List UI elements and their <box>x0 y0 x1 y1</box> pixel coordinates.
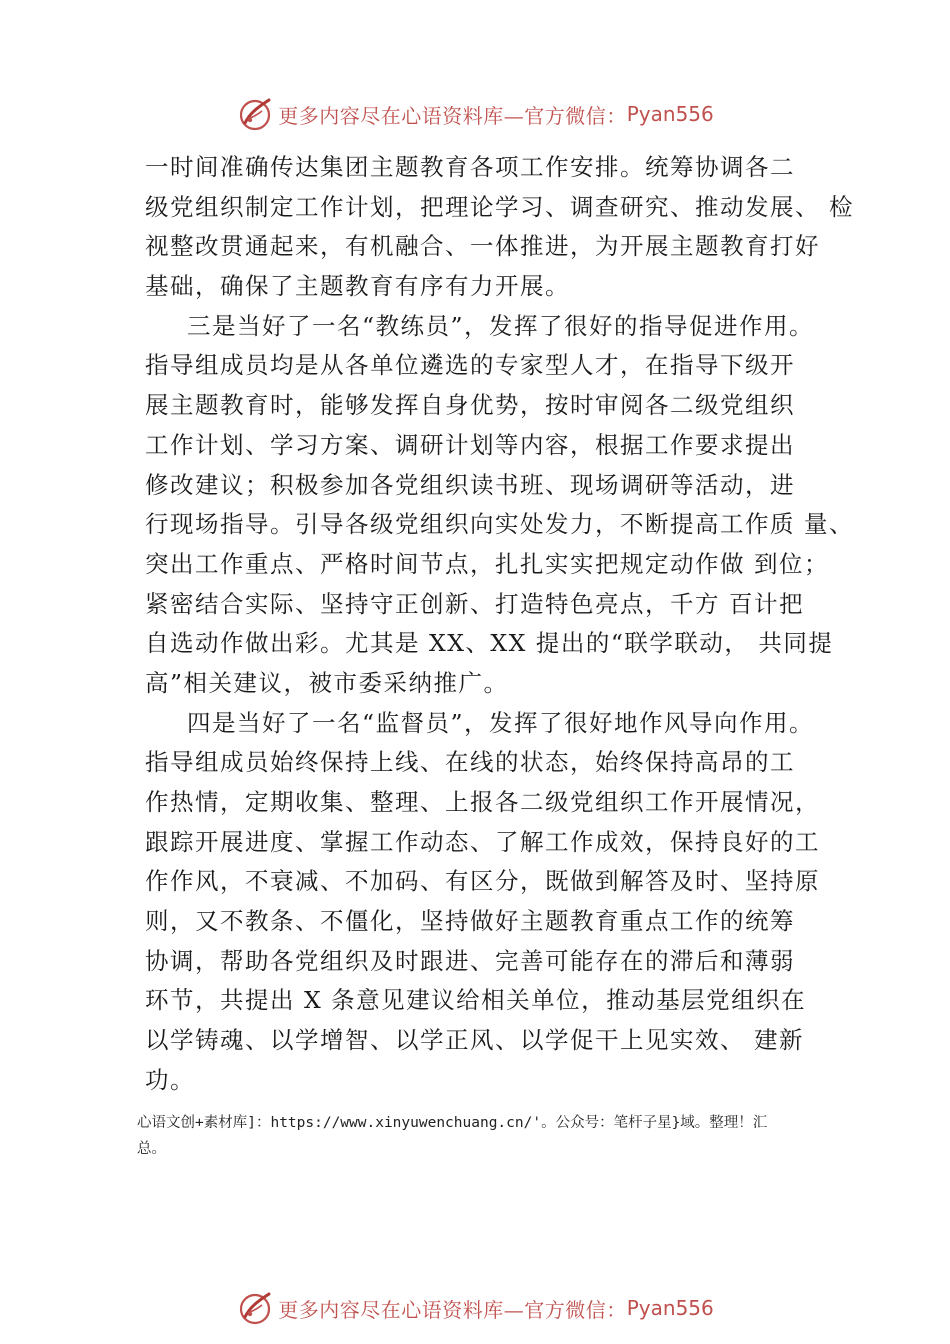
watermark-handle: Pyan556 <box>626 1296 714 1320</box>
body-line: 基础，确保了主题教育有序有力开展。 <box>145 272 570 301</box>
watermark-text: 更多内容尽在心语资料库—官方微信： <box>278 1297 627 1322</box>
body-line: 作作风，不衰减、不加码、有区分，既做到解答及时、坚持原 <box>145 867 820 896</box>
body-line: 协调，帮助各党组织及时跟进、完善可能存在的滞后和薄弱 <box>145 946 795 975</box>
brush-seal-logo-icon <box>236 95 274 133</box>
body-line: 指导组成员始终保持上线、在线的状态，始终保持高昂的工 <box>145 748 795 777</box>
source-note-line: 总。 <box>137 1141 166 1157</box>
body-line: 视整改贯通起来，有机融合、一体推进，为开展主题教育打好 <box>145 232 820 261</box>
source-note <box>137 1110 847 1162</box>
watermark-text: 更多内容尽在心语资料库—官方微信： <box>278 103 627 128</box>
body-line: 则，又不教条、不僵化，坚持做好主题教育重点工作的统筹 <box>145 907 795 936</box>
body-line: 级党组织制定工作计划，把理论学习、调查研究、推动发展、 检 <box>145 192 854 221</box>
body-line: 作热情，定期收集、整理、上报各二级党组织工作开展情况， <box>145 788 820 816</box>
body-line: 自选动作做出彩。尤其是 XX、XX 提出的“联学联动， 共同提 <box>145 629 834 658</box>
body-line: 紧密结合实际、坚持守正创新、打造特色亮点，千方 百计把 <box>145 589 804 618</box>
body-line: 功。 <box>145 1065 195 1094</box>
body-line: 跟踪开展进度、掌握工作动态、了解工作成效，保持良好的工 <box>145 827 820 856</box>
watermark-handle: Pyan556 <box>626 102 714 126</box>
brush-seal-logo-icon <box>236 1289 274 1327</box>
body-line: 工作计划、学习方案、调研计划等内容，根据工作要求提出 <box>145 430 795 459</box>
header-watermark <box>0 92 950 136</box>
body-line: 行现场指导。引导各级党组织向实处发力，不断提高工作质 量、 <box>145 510 854 539</box>
body-line: 修改建议；积极参加各党组织读书班、现场调研等活动，进 <box>145 470 795 499</box>
body-line: 环节，共提出 X 条意见建议给相关单位，推动基层党组织在 <box>145 986 807 1015</box>
body-line: 高”相关建议，被市委采纳推广。 <box>145 668 509 697</box>
paragraph-start-line: 四是当好了一名“监督员”，发挥了很好地作风导向作用。 <box>187 708 815 737</box>
body-line: 展主题教育时，能够发挥自身优势，按时审阅各二级党组织 <box>145 391 795 420</box>
body-line: 指导组成员均是从各单位遴选的专家型人才，在指导下级开 <box>145 351 795 380</box>
source-note-line: 心语文创+素材库]：https://www.xinyuwenchuang.cn/'。公众号：笔杆子星}域。整理！汇 <box>137 1115 768 1131</box>
paragraph-start-line: 三是当好了一名“教练员”，发挥了很好的指导促进作用。 <box>187 311 815 340</box>
document-body <box>145 148 854 1101</box>
footer-watermark <box>0 1286 950 1330</box>
body-line: 以学铸魂、以学增智、以学正风、以学促干上见实效、 建新 <box>145 1026 804 1055</box>
body-line: 一时间准确传达集团主题教育各项工作安排。统筹协调各二 <box>145 153 795 181</box>
body-line: 突出工作重点、严格时间节点，扎扎实实把规定动作做 到位； <box>145 549 829 578</box>
